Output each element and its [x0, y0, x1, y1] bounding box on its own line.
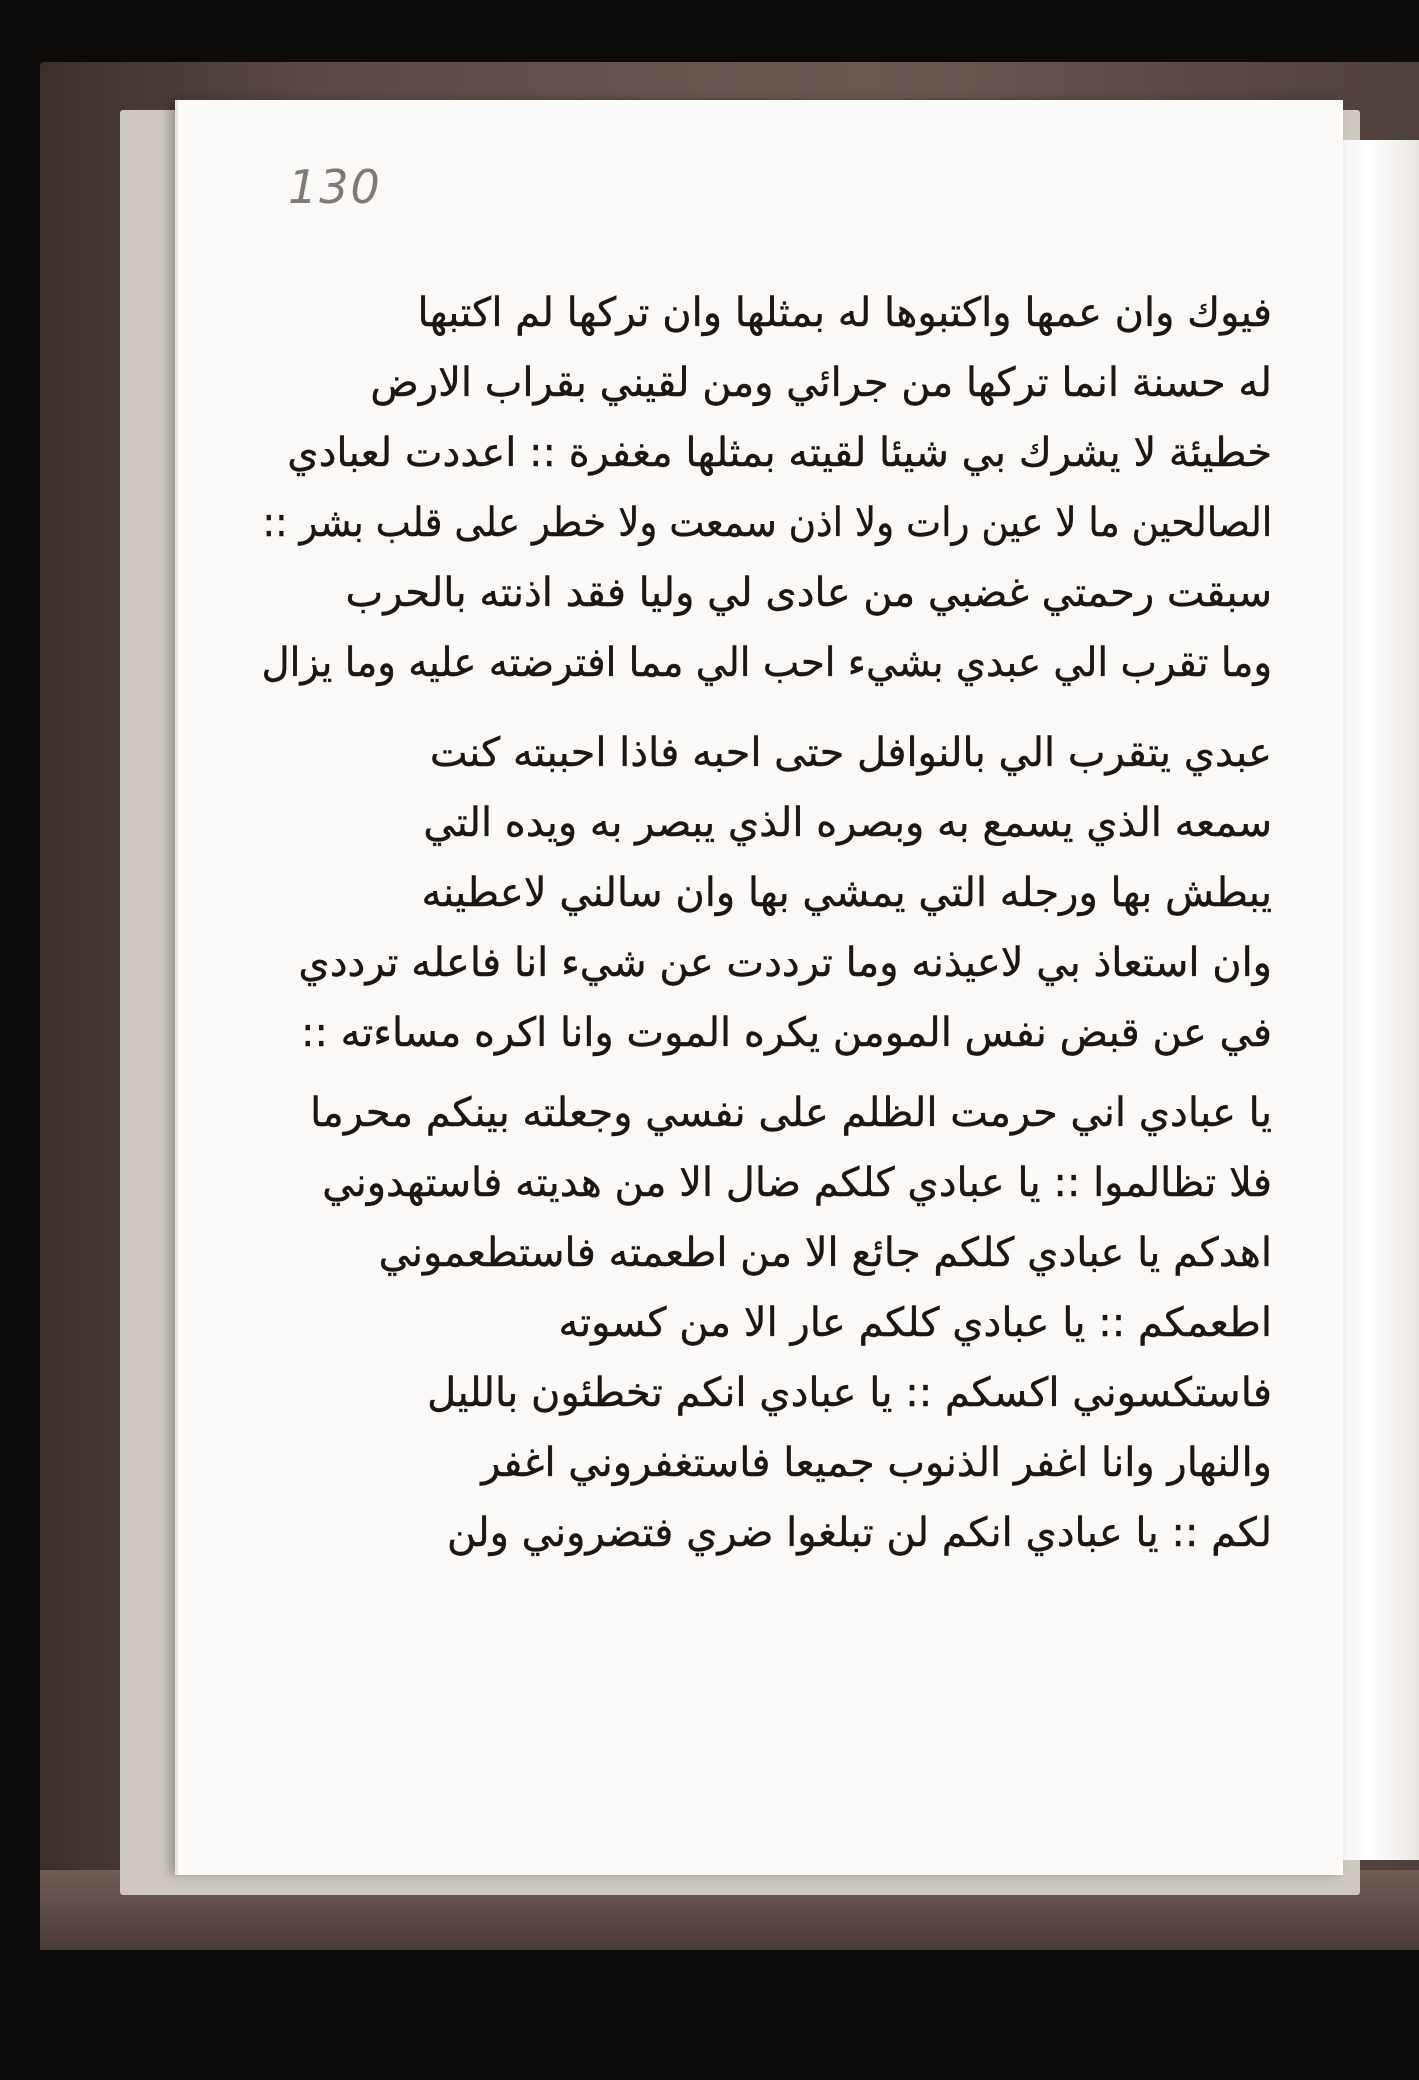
text-line: عبدي يتقرب الي بالنوافل حتى احبه فاذا احببته كنت — [429, 730, 1272, 776]
text-line: والنهار وانا اغفر الذنوب جميعا فاستغفروني اغفر — [481, 1440, 1272, 1486]
text-line: له حسنة انما تركها من جرائي ومن لقيني بقراب الارض — [370, 360, 1272, 406]
text-line: فلا تظالموا :: يا عبادي كلكم ضال الا من هديته فاستهدوني — [322, 1160, 1272, 1206]
text-line: في عن قبض نفس المومن يكره الموت وانا اكره مساءته :: — [300, 1010, 1272, 1056]
text-line: سبقت رحمتي غضبي من عادى لي وليا فقد اذنته بالحرب — [345, 570, 1272, 616]
text-line: سمعه الذي يسمع به وبصره الذي يبصر به ويده التي — [423, 800, 1272, 846]
text-line: يا عبادي اني حرمت الظلم على نفسي وجعلته بينكم محرما — [310, 1090, 1272, 1136]
text-line: يبطش بها ورجله التي يمشي بها وان سالني لاعطينه — [421, 870, 1272, 916]
manuscript-text-block — [262, 290, 1272, 2080]
text-line: اهدكم يا عبادي كلكم جائع الا من اطعمته فاستطعموني — [378, 1230, 1272, 1276]
text-line: لكم :: يا عبادي انكم لن تبلغوا ضري فتضروني ولن — [447, 1510, 1272, 1556]
text-line: وان استعاذ بي لاعيذنه وما ترددت عن شيء انا فاعله ترددي — [298, 940, 1272, 986]
text-line: فاستكسوني اكسكم :: يا عبادي انكم تخطئون بالليل — [427, 1370, 1272, 1416]
text-line: الصالحين ما لا عين رات ولا اذن سمعت ولا خطر على قلب بشر :: — [262, 500, 1272, 546]
text-line: فيوك وان عمها واكتبوها له بمثلها وان تركها لم اكتبها — [417, 290, 1272, 336]
text-line: اطعمكم :: يا عبادي كلكم عار الا من كسوته — [558, 1300, 1272, 1346]
text-line: وما تقرب الي عبدي بشيء احب الي مما افترضته عليه وما يزال — [261, 640, 1272, 686]
folio-number: 130 — [288, 160, 382, 214]
text-line: خطيئة لا يشرك بي شيئا لقيته بمثلها مغفرة :: اعددت لعبادي — [287, 430, 1272, 476]
facing-page-edge — [1335, 140, 1419, 1860]
